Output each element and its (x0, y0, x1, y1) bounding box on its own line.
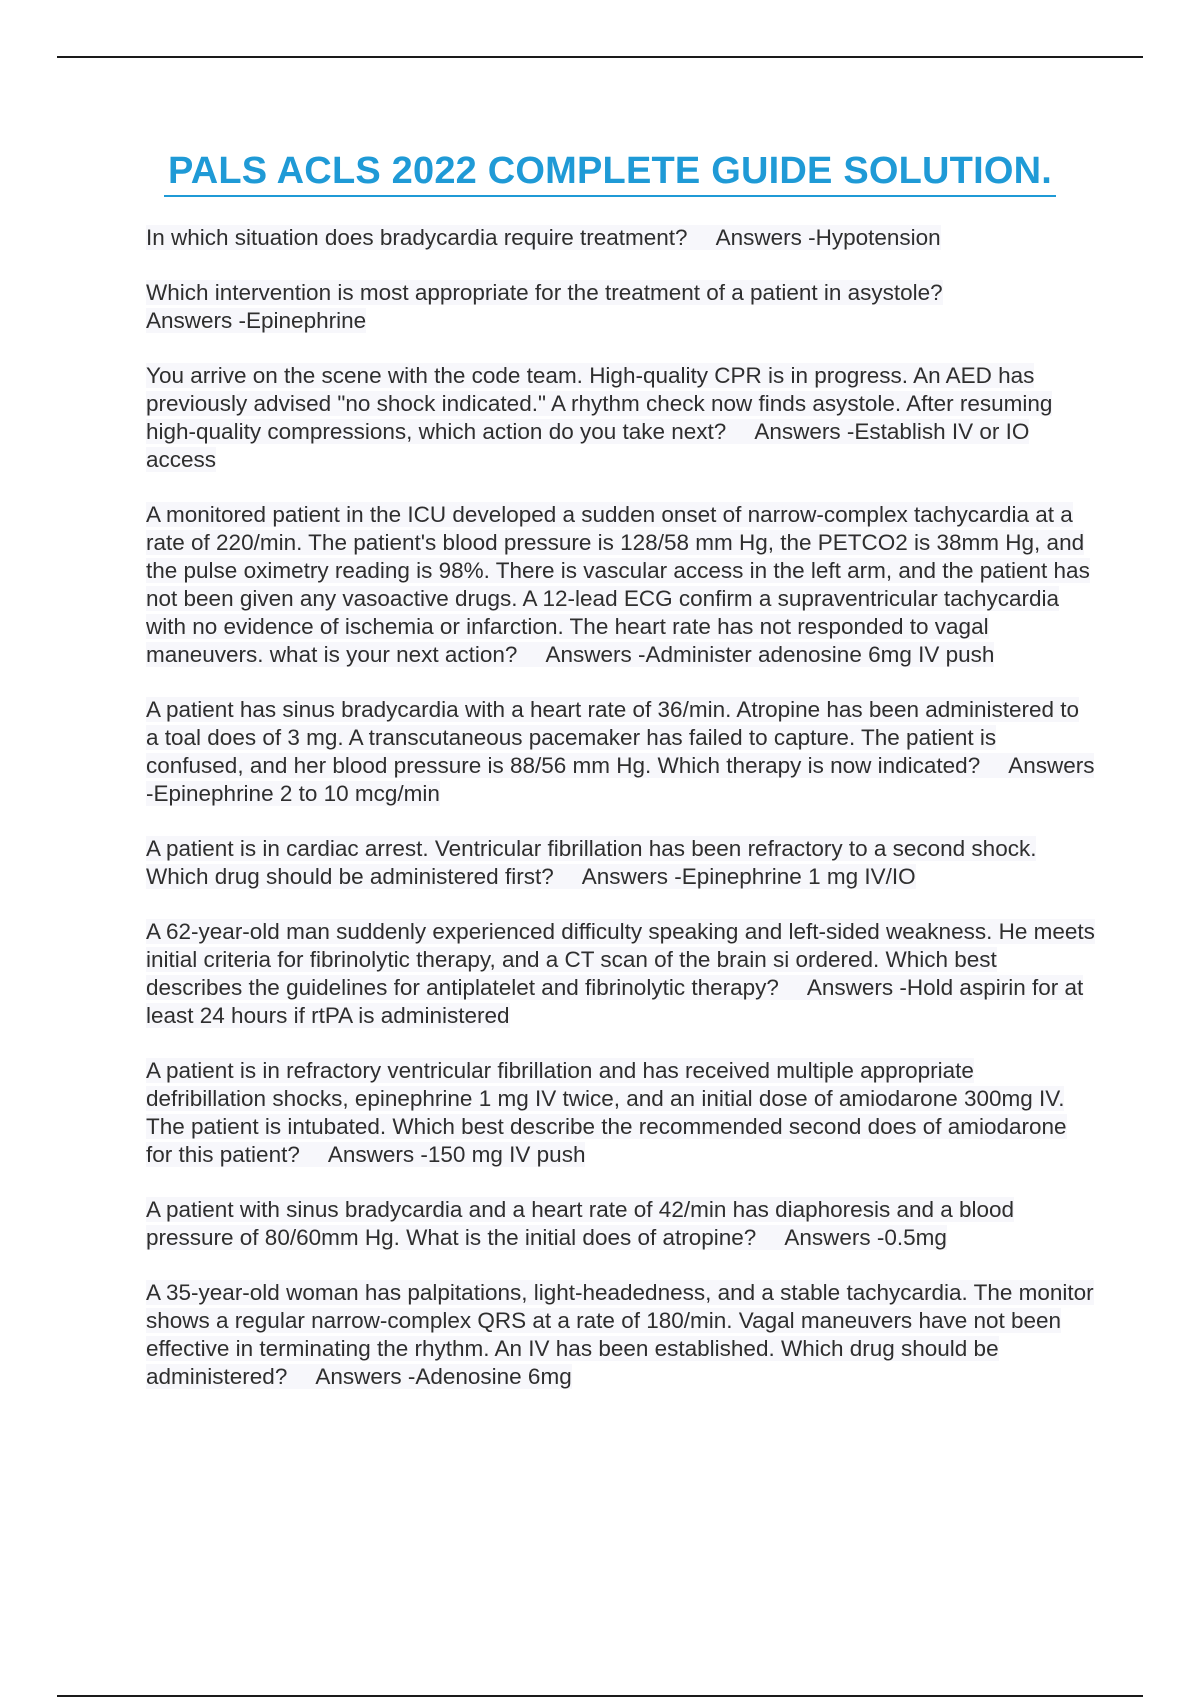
answer-text: Answers -Epinephrine 2 to 10 mcg/min (146, 753, 1095, 806)
question-text: A 35-year-old woman has palpitations, light-headedness, and a stable tachycardia. The monitor shows a regular narrow-complex QRS at a rate of 180/min. Vagal maneuvers have not been effective in terminating the rhythm. An IV has been established. Which drug should be administered? (146, 1280, 1094, 1389)
answer-text: Answers -Epinephrine (146, 308, 367, 333)
qa-item (146, 279, 1096, 335)
qa-item (146, 224, 1096, 252)
qa-item (146, 1279, 1096, 1391)
question-text: Which intervention is most appropriate for the treatment of a patient in asystole? (146, 280, 943, 305)
question-text: A patient with sinus bradycardia and a heart rate of 42/min has diaphoresis and a blood pressure of 80/60mm Hg. What is the initial does of atropine? (146, 1197, 1015, 1250)
qa-item (146, 501, 1096, 669)
qa-item (146, 696, 1096, 808)
question-text: A patient is in refractory ventricular fibrillation and has received multiple appropriate defribillation shocks, epinephrine 1 mg IV twice, and an initial dose of amiodarone 300mg IV. The patient is intubated. Which best describe the recommended second does of amiodarone for this patient? (146, 1058, 1067, 1167)
qa-item (146, 362, 1096, 474)
qa-item (146, 1057, 1096, 1169)
answer-text: Answers -150 mg IV push (327, 1142, 586, 1167)
question-text: A patient has sinus bradycardia with a heart rate of 36/min. Atropine has been administered to a toal does of 3 mg. A transcutaneous pacemaker has failed to capture. The patient is confused, and her blood pressure is 88/56 mm Hg. Which therapy is now indicated? (146, 697, 1080, 778)
qa-list (146, 224, 1096, 1418)
question-text: A monitored patient in the ICU developed a sudden onset of narrow-complex tachycardia at a rate of 220/min. The patient's blood pressure is 128/58 mm Hg, the PETCO2 is 38mm Hg, and the pulse oximetry reading is 98%. There is vascular access in the left arm, and the patient has not been given any vasoactive drugs. A 12-lead ECG confirm a supraventricular tachycardia with no evidence of ischemia or infarction. The heart rate has not responded to vagal maneuvers. what is your next action? (146, 502, 1090, 667)
answer-text: Answers -Adenosine 6mg (315, 1364, 572, 1389)
answer-text: Answers -Administer adenosine 6mg IV push (545, 642, 995, 667)
qa-item (146, 835, 1096, 891)
question-text: A patient is in cardiac arrest. Ventricular fibrillation has been refractory to a second shock. Which drug should be administered first? (146, 836, 1037, 889)
qa-item (146, 1196, 1096, 1252)
answer-text: Answers -0.5mg (784, 1225, 947, 1250)
bottom-rule (57, 1695, 1143, 1697)
document-title: PALS ACLS 2022 COMPLETE GUIDE SOLUTION. (164, 150, 1056, 197)
answer-text: Answers -Hypotension (715, 225, 941, 250)
qa-item (146, 918, 1096, 1030)
question-text: In which situation does bradycardia require treatment? (146, 225, 688, 250)
question-text: A 62-year-old man suddenly experienced difficulty speaking and left-sided weakness. He meets initial criteria for fibrinolytic therapy, and a CT scan of the brain si ordered. Which best describes the guidelines for antiplatelet and fibrinolytic therapy? (146, 919, 1095, 1000)
answer-text: Answers -Epinephrine 1 mg IV/IO (581, 864, 916, 889)
answer-text: Answers -Hold aspirin for at least 24 hours if rtPA is administered (146, 975, 1084, 1028)
title-container (0, 150, 1200, 197)
answer-text: Answers -Establish IV or IO access (146, 419, 1030, 472)
question-text: You arrive on the scene with the code team. High-quality CPR is in progress. An AED has previously advised "no shock indicated." A rhythm check now finds asystole. After resuming high-quality compressions, which action do you take next? (146, 363, 1053, 444)
top-rule (57, 56, 1143, 58)
